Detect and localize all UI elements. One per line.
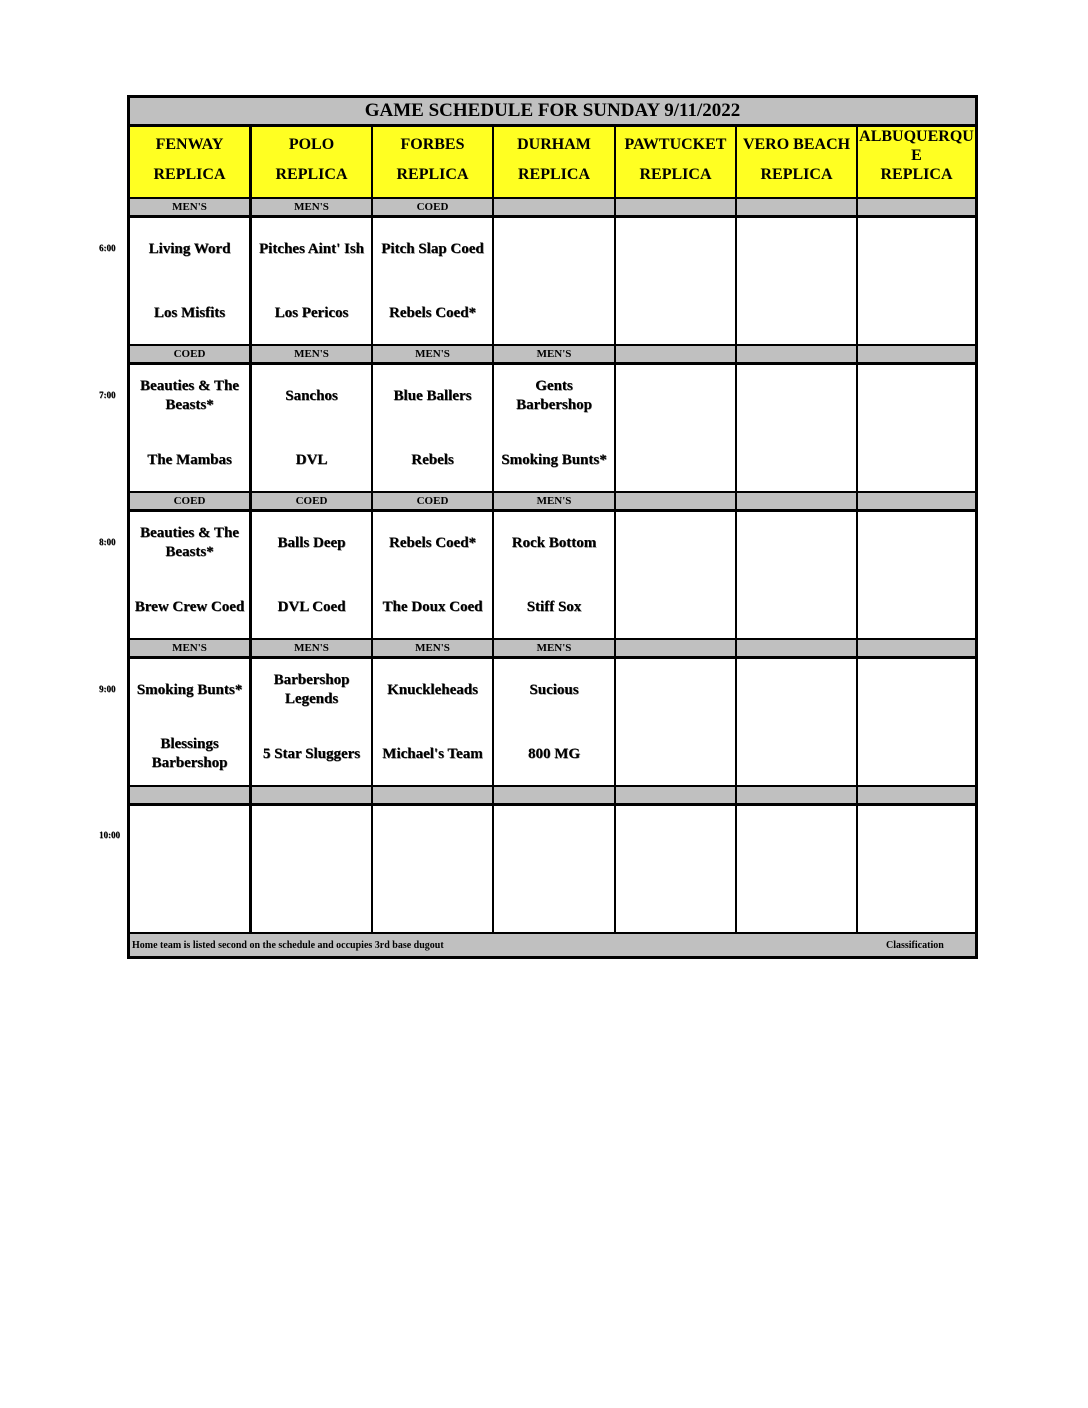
away-team xyxy=(860,523,973,563)
classification-bar xyxy=(858,787,975,803)
game-cell xyxy=(494,659,614,785)
home-team xyxy=(254,881,369,921)
game-cell xyxy=(252,218,371,344)
home-team xyxy=(496,293,612,333)
home-team: DVL Coed xyxy=(277,598,346,615)
time-label: 9:00 xyxy=(99,684,116,694)
game-cell xyxy=(737,365,856,491)
home-team: Brew Crew Coed xyxy=(134,598,245,615)
field-header-0 xyxy=(130,127,249,197)
home-team xyxy=(132,881,247,921)
home-team: Los Pericos xyxy=(274,304,349,321)
game-cell xyxy=(373,512,492,638)
home-team-note: Home team is listed second on the schedule and occupies 3rd base dugout xyxy=(132,940,444,951)
classification-bar: COED xyxy=(373,493,492,509)
classification-bar xyxy=(252,787,371,803)
away-team xyxy=(739,376,854,416)
away-team xyxy=(618,670,733,710)
home-team: Michael's Team xyxy=(382,745,483,762)
game-cell xyxy=(616,365,735,491)
classification-bar: MEN'S xyxy=(130,199,249,215)
game-cell xyxy=(616,512,735,638)
time-label: 6:00 xyxy=(99,243,116,253)
home-team: Blessings Barbershop xyxy=(151,736,228,771)
away-team xyxy=(132,817,247,857)
home-team xyxy=(618,440,733,480)
classification-bar xyxy=(737,493,856,509)
away-team xyxy=(860,817,973,857)
away-team: Balls Deep xyxy=(277,534,346,551)
game-cell xyxy=(252,659,371,785)
schedule-table xyxy=(127,95,978,959)
home-team xyxy=(618,734,733,774)
footer-bar xyxy=(130,934,975,956)
game-cell xyxy=(737,512,856,638)
classification-bar: MEN'S xyxy=(130,640,249,656)
home-team xyxy=(739,881,854,921)
field-subtitle: REPLICA xyxy=(760,166,833,183)
away-team xyxy=(375,817,490,857)
game-cell xyxy=(373,365,492,491)
away-team: Blue Ballers xyxy=(393,387,472,404)
classification-bar xyxy=(494,787,614,803)
game-cell xyxy=(130,365,249,491)
field-name: PAWTUCKET xyxy=(624,136,727,153)
time-label: 8:00 xyxy=(99,537,116,547)
game-cell xyxy=(858,218,975,344)
home-team xyxy=(860,293,973,333)
game-cell xyxy=(130,659,249,785)
away-team: Barbershop Legends xyxy=(273,672,350,707)
home-team xyxy=(739,293,854,333)
game-cell xyxy=(616,806,735,932)
field-subtitle: REPLICA xyxy=(275,166,348,183)
home-team: 5 Star Sluggers xyxy=(262,745,361,762)
field-subtitle: REPLICA xyxy=(396,166,469,183)
away-team: Knuckleheads xyxy=(387,681,478,698)
game-cell xyxy=(737,218,856,344)
classification-bar xyxy=(373,787,492,803)
classification-bar xyxy=(737,346,856,362)
field-header-3 xyxy=(494,127,614,197)
classification-bar xyxy=(858,640,975,656)
away-team: Living Word xyxy=(148,240,231,257)
home-team xyxy=(618,587,733,627)
away-team xyxy=(496,817,612,857)
home-team xyxy=(496,881,612,921)
classification-bar xyxy=(616,199,735,215)
away-team xyxy=(618,817,733,857)
home-team xyxy=(860,587,973,627)
game-cell xyxy=(130,512,249,638)
classification-bar: MEN'S xyxy=(373,640,492,656)
classification-bar xyxy=(858,199,975,215)
away-team: Rock Bottom xyxy=(511,534,597,551)
home-team: Los Misfits xyxy=(153,304,226,321)
field-header-4 xyxy=(616,127,735,197)
game-cell xyxy=(737,806,856,932)
field-name: ALBUQUERQU E xyxy=(859,128,974,164)
away-team: Beauties & The Beasts* xyxy=(140,378,239,413)
away-team xyxy=(496,229,612,269)
game-cell xyxy=(616,218,735,344)
classification-bar xyxy=(858,346,975,362)
game-cell xyxy=(494,218,614,344)
field-subtitle: REPLICA xyxy=(517,166,590,183)
game-cell xyxy=(858,512,975,638)
classification-bar xyxy=(130,787,249,803)
classification-bar: MEN'S xyxy=(252,640,371,656)
away-team: Sucious xyxy=(529,681,579,698)
away-team: Pitch Slap Coed xyxy=(381,240,484,257)
home-team: Smoking Bunts* xyxy=(501,451,607,468)
field-subtitle: REPLICA xyxy=(880,166,953,183)
game-cell xyxy=(373,806,492,932)
away-team xyxy=(739,817,854,857)
field-name: VERO BEACH xyxy=(742,136,851,153)
away-team xyxy=(254,817,369,857)
home-team xyxy=(618,293,733,333)
away-team: Pitches Aint' Ish xyxy=(258,240,364,257)
field-name: FORBES xyxy=(400,136,465,153)
classification-bar: MEN'S xyxy=(252,199,371,215)
game-cell xyxy=(130,218,249,344)
classification-bar: MEN'S xyxy=(373,346,492,362)
classification-bar xyxy=(616,493,735,509)
field-name: DURHAM xyxy=(517,136,591,153)
away-team: Smoking Bunts* xyxy=(136,681,243,698)
time-label: 7:00 xyxy=(99,390,116,400)
away-team: Gents Barbershop xyxy=(516,378,592,413)
game-cell xyxy=(252,365,371,491)
game-cell xyxy=(616,659,735,785)
home-team: The Mambas xyxy=(147,451,232,468)
game-cell xyxy=(252,512,371,638)
classification-bar: COED xyxy=(252,493,371,509)
classification-bar: COED xyxy=(130,493,249,509)
classification-bar: MEN'S xyxy=(494,493,614,509)
away-team xyxy=(739,670,854,710)
away-team xyxy=(860,376,973,416)
game-cell xyxy=(858,365,975,491)
game-cell xyxy=(252,806,371,932)
away-team xyxy=(860,229,973,269)
field-subtitle: REPLICA xyxy=(639,166,712,183)
away-team: Beauties & The Beasts* xyxy=(140,525,239,560)
home-team: DVL xyxy=(295,451,328,468)
home-team xyxy=(375,881,490,921)
classification-bar: COED xyxy=(373,199,492,215)
classification-bar xyxy=(737,787,856,803)
home-team: Stiff Sox xyxy=(526,598,582,615)
classification-bar: MEN'S xyxy=(494,346,614,362)
home-team xyxy=(739,734,854,774)
home-team: Rebels Coed* xyxy=(388,304,477,321)
away-team xyxy=(860,670,973,710)
home-team: The Doux Coed xyxy=(382,598,483,615)
classification-bar xyxy=(616,640,735,656)
classification-bar: MEN'S xyxy=(252,346,371,362)
home-team xyxy=(618,881,733,921)
classification-bar xyxy=(858,493,975,509)
game-cell xyxy=(494,512,614,638)
classification-bar xyxy=(737,640,856,656)
classification-bar: COED xyxy=(130,346,249,362)
home-team: 800 MG xyxy=(527,745,581,762)
home-team xyxy=(739,587,854,627)
classification-label: Classification xyxy=(886,940,944,951)
time-label: 10:00 xyxy=(99,830,120,840)
home-team xyxy=(739,440,854,480)
home-team xyxy=(860,881,973,921)
home-team: Rebels xyxy=(411,451,454,468)
field-header-2 xyxy=(373,127,492,197)
field-header-6 xyxy=(858,127,975,197)
game-cell xyxy=(858,659,975,785)
game-cell xyxy=(737,659,856,785)
game-cell xyxy=(373,218,492,344)
field-header-1 xyxy=(252,127,371,197)
field-name: POLO xyxy=(288,136,335,153)
classification-bar: MEN'S xyxy=(494,640,614,656)
game-cell xyxy=(858,806,975,932)
classification-bar xyxy=(616,787,735,803)
game-cell xyxy=(130,806,249,932)
away-team xyxy=(618,523,733,563)
game-cell xyxy=(373,659,492,785)
field-name: FENWAY xyxy=(155,136,224,153)
field-subtitle: REPLICA xyxy=(153,166,226,183)
schedule-title: GAME SCHEDULE FOR SUNDAY 9/11/2022 xyxy=(130,98,975,124)
game-cell xyxy=(494,806,614,932)
classification-bar xyxy=(737,199,856,215)
home-team xyxy=(860,734,973,774)
away-team xyxy=(618,376,733,416)
away-team: Sanchos xyxy=(285,387,338,404)
field-header-5 xyxy=(737,127,856,197)
away-team xyxy=(739,523,854,563)
classification-bar xyxy=(494,199,614,215)
home-team xyxy=(860,440,973,480)
away-team: Rebels Coed* xyxy=(388,534,477,551)
game-cell xyxy=(494,365,614,491)
classification-bar xyxy=(616,346,735,362)
away-team xyxy=(739,229,854,269)
away-team xyxy=(618,229,733,269)
